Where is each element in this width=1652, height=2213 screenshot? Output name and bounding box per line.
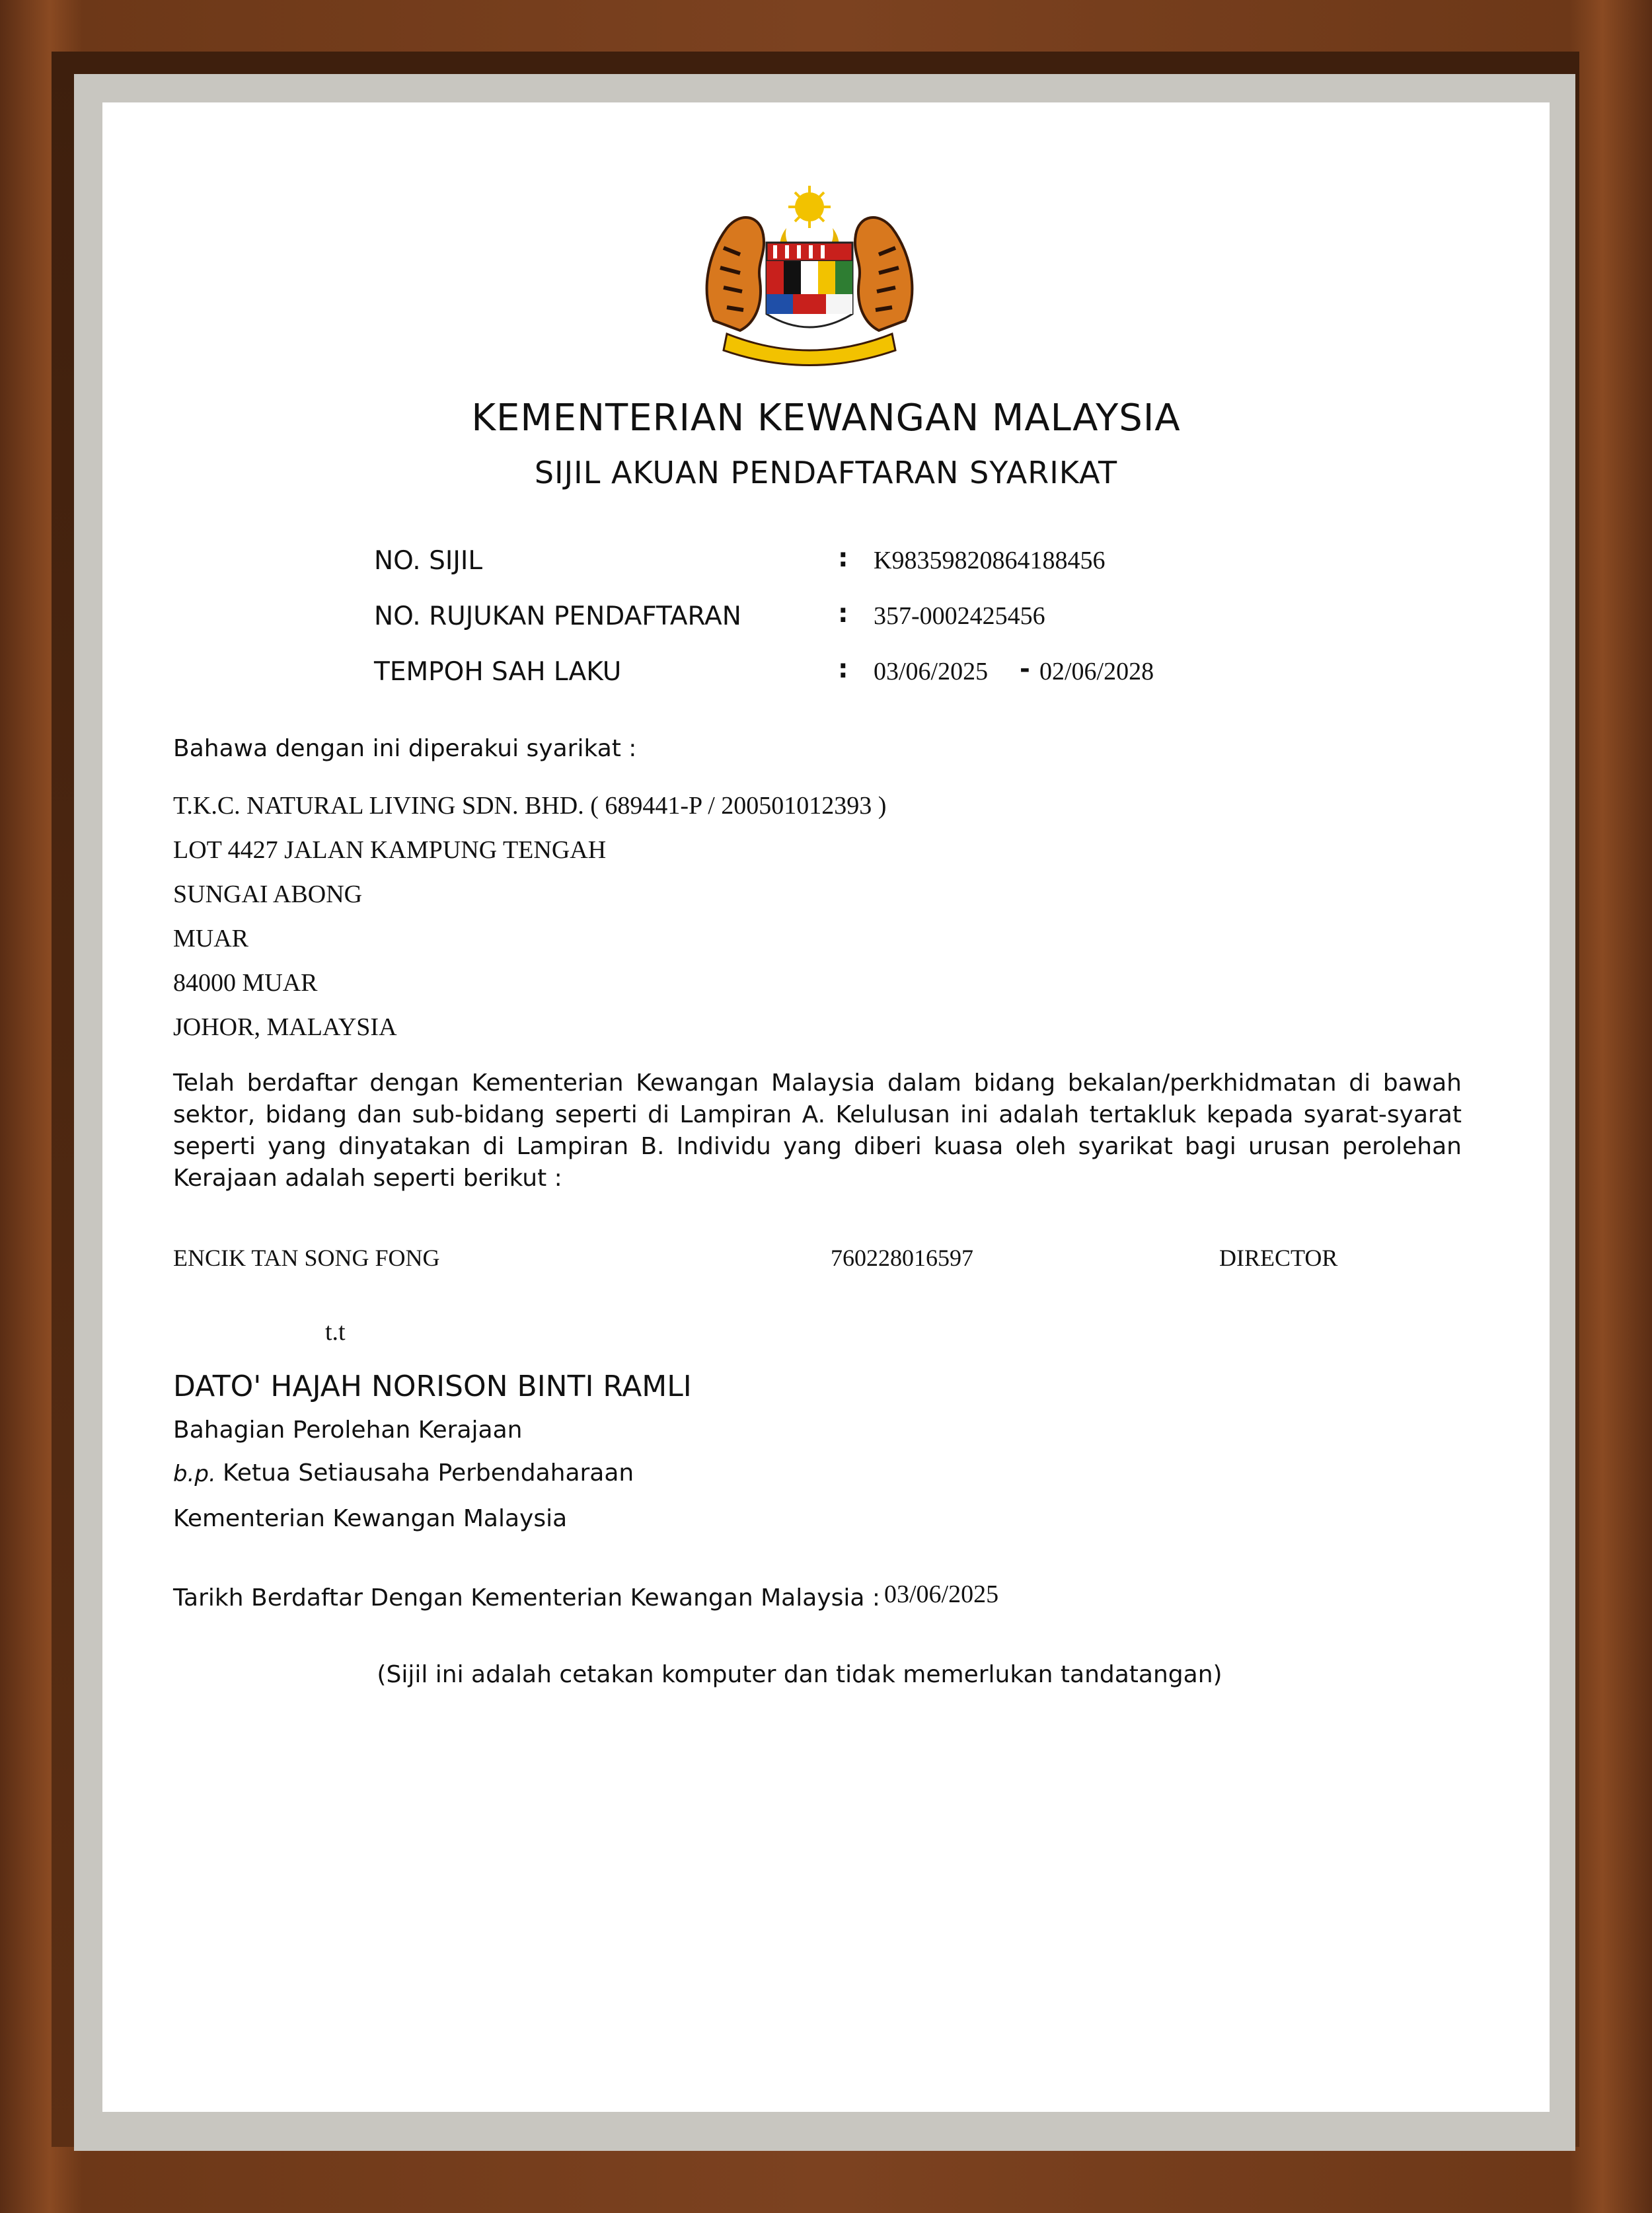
authorized-person-position: DIRECTOR [1219, 1245, 1338, 1271]
company-name: T.K.C. NATURAL LIVING SDN. BHD. ( 689441-P / 200501012393 ) [173, 792, 887, 820]
cert-no-value: K98359820864188456 [874, 547, 1106, 574]
authorized-person-id: 760228016597 [831, 1245, 973, 1271]
registration-date-value: 03/06/2025 [884, 1580, 999, 1608]
signatory-role: Ketua Setiausaha Perbendaharaan [223, 1459, 634, 1487]
signatory-ministry: Kementerian Kewangan Malaysia [173, 1505, 568, 1532]
signatory-name: DATO' HAJAH NORISON BINTI RAMLI [173, 1370, 692, 1403]
address-line: 84000 MUAR [173, 969, 318, 997]
authorized-person-name: ENCIK TAN SONG FONG [173, 1245, 440, 1271]
valid-from-value: 03/06/2025 [874, 658, 989, 685]
bp-abbrev: b.p. [173, 1461, 216, 1487]
colon: : [838, 654, 848, 684]
coat-of-arms-emblem [687, 182, 932, 373]
colon: : [838, 599, 848, 629]
cert-no-label: NO. SIJIL [374, 546, 483, 576]
colon: : [838, 543, 848, 573]
address-line: LOT 4427 JALAN KAMPUNG TENGAH [173, 836, 607, 864]
validity-dash: - [1020, 654, 1030, 683]
signatory-division: Bahagian Perolehan Kerajaan [173, 1417, 523, 1444]
validity-label: TEMPOH SAH LAKU [374, 657, 622, 687]
address-line: MUAR [173, 925, 249, 952]
ministry-title: KEMENTERIAN KEWANGAN MALAYSIA [471, 397, 1181, 440]
motto-scroll [724, 334, 895, 366]
ref-no-value: 357-0002425456 [874, 602, 1045, 630]
valid-to-value: 02/06/2028 [1039, 658, 1154, 685]
registration-statement: Telah berdaftar dengan Kementerian Kewangan Malaysia dalam bidang bekalan/perkhidmatan di bawah sektor, bidang dan sub-bidang seperti di Lampiran A. Kelulusan ini adalah tertakluk kepada syarat-syarat seperti yang dinyatakan di Lampiran B. Individu yang diberi kuasa oleh syarikat bagi urusan perolehan Kerajaan adalah seperti berikut : [173, 1069, 1462, 1192]
computer-generated-note: (Sijil ini adalah cetakan komputer dan tidak memerlukan tandatangan) [377, 1661, 1222, 1688]
tt-mark: t.t [325, 1318, 346, 1346]
registration-date-label: Tarikh Berdaftar Dengan Kementerian Kewangan Malaysia : [173, 1584, 880, 1611]
address-line: SUNGAI ABONG [173, 880, 363, 908]
certificate-title: SIJIL AKUAN PENDAFTARAN SYARIKAT [534, 455, 1118, 490]
company-intro: Bahawa dengan ini diperakui syarikat : [173, 735, 637, 762]
ref-no-label: NO. RUJUKAN PENDAFTARAN [374, 602, 741, 631]
address-line: JOHOR, MALAYSIA [173, 1013, 397, 1041]
left-tiger-icon [707, 217, 764, 330]
right-tiger-icon [855, 217, 912, 330]
